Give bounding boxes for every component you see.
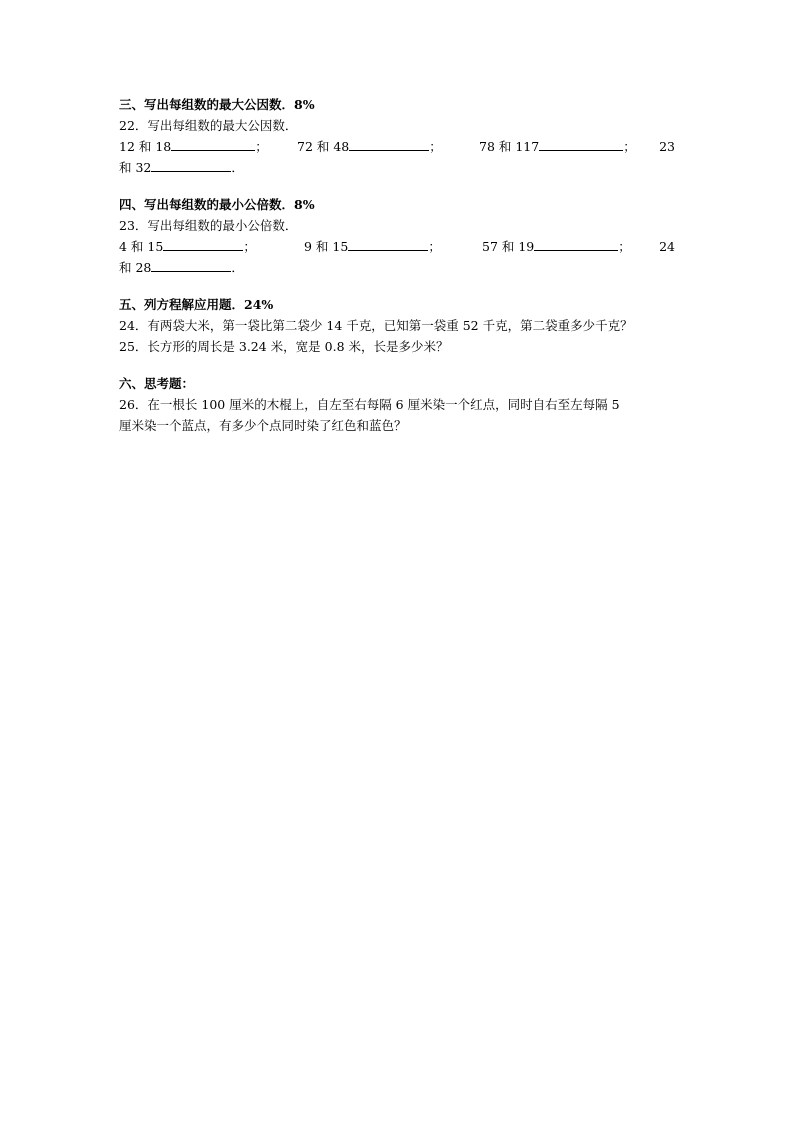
gcd-pair-1: 12 和 18 ； [119, 136, 267, 157]
lcm-pair-2: 9 和 15 ； [304, 236, 440, 257]
section-4-heading: 四、写出每组数的最小公倍数．8% [119, 197, 315, 212]
answer-blank[interactable] [348, 236, 428, 251]
lcm-pair-1: 4 和 15 ； [119, 236, 255, 257]
gcd-pair-2: 72 和 48 ； [297, 136, 441, 157]
question-24: 24．有两袋大米，第一袋比第二袋少 14 千克，已知第一袋重 52 千克，第二袋重多少千克？ [119, 318, 633, 333]
answer-blank[interactable] [151, 157, 231, 172]
section-6-heading: 六、思考题： [119, 376, 195, 391]
gcd-pair-3: 78 和 117 ； [479, 136, 635, 157]
question-26-line-2: 厘米染一个蓝点，有多少个点同时染了红色和蓝色？ [119, 418, 407, 433]
gcd-pair-4-number: 23 [659, 139, 675, 154]
gcd-pair-4-continued: 和 32 ． [119, 157, 675, 178]
answer-blank[interactable] [163, 236, 243, 251]
question-25: 25．长方形的周长是 3.24 米，宽是 0.8 米，长是多少米？ [119, 339, 449, 354]
lcm-pair-4-number: 24 [659, 239, 675, 254]
document-page [119, 94, 675, 436]
section-5-heading: 五、列方程解应用题．24% [119, 297, 274, 312]
answer-blank[interactable] [151, 257, 231, 272]
section-3-heading: 三、写出每组数的最大公因数．8% [119, 97, 315, 112]
lcm-pair-3: 57 和 19 ； [482, 236, 630, 257]
question-23: 23．写出每组数的最小公倍数． [119, 218, 298, 233]
gcd-pairs-row [119, 136, 675, 157]
question-22: 22．写出每组数的最大公因数． [119, 118, 298, 133]
lcm-pair-4-continued: 和 28 ． [119, 257, 675, 278]
lcm-pairs-row [119, 236, 675, 257]
answer-blank[interactable] [539, 136, 623, 151]
answer-blank[interactable] [171, 136, 255, 151]
answer-blank[interactable] [349, 136, 429, 151]
question-26-line-1: 26．在一根长 100 厘米的木棍上，自左至右每隔 6 厘米染一个红点，同时自右至左每隔 5 [119, 397, 620, 412]
answer-blank[interactable] [534, 236, 618, 251]
